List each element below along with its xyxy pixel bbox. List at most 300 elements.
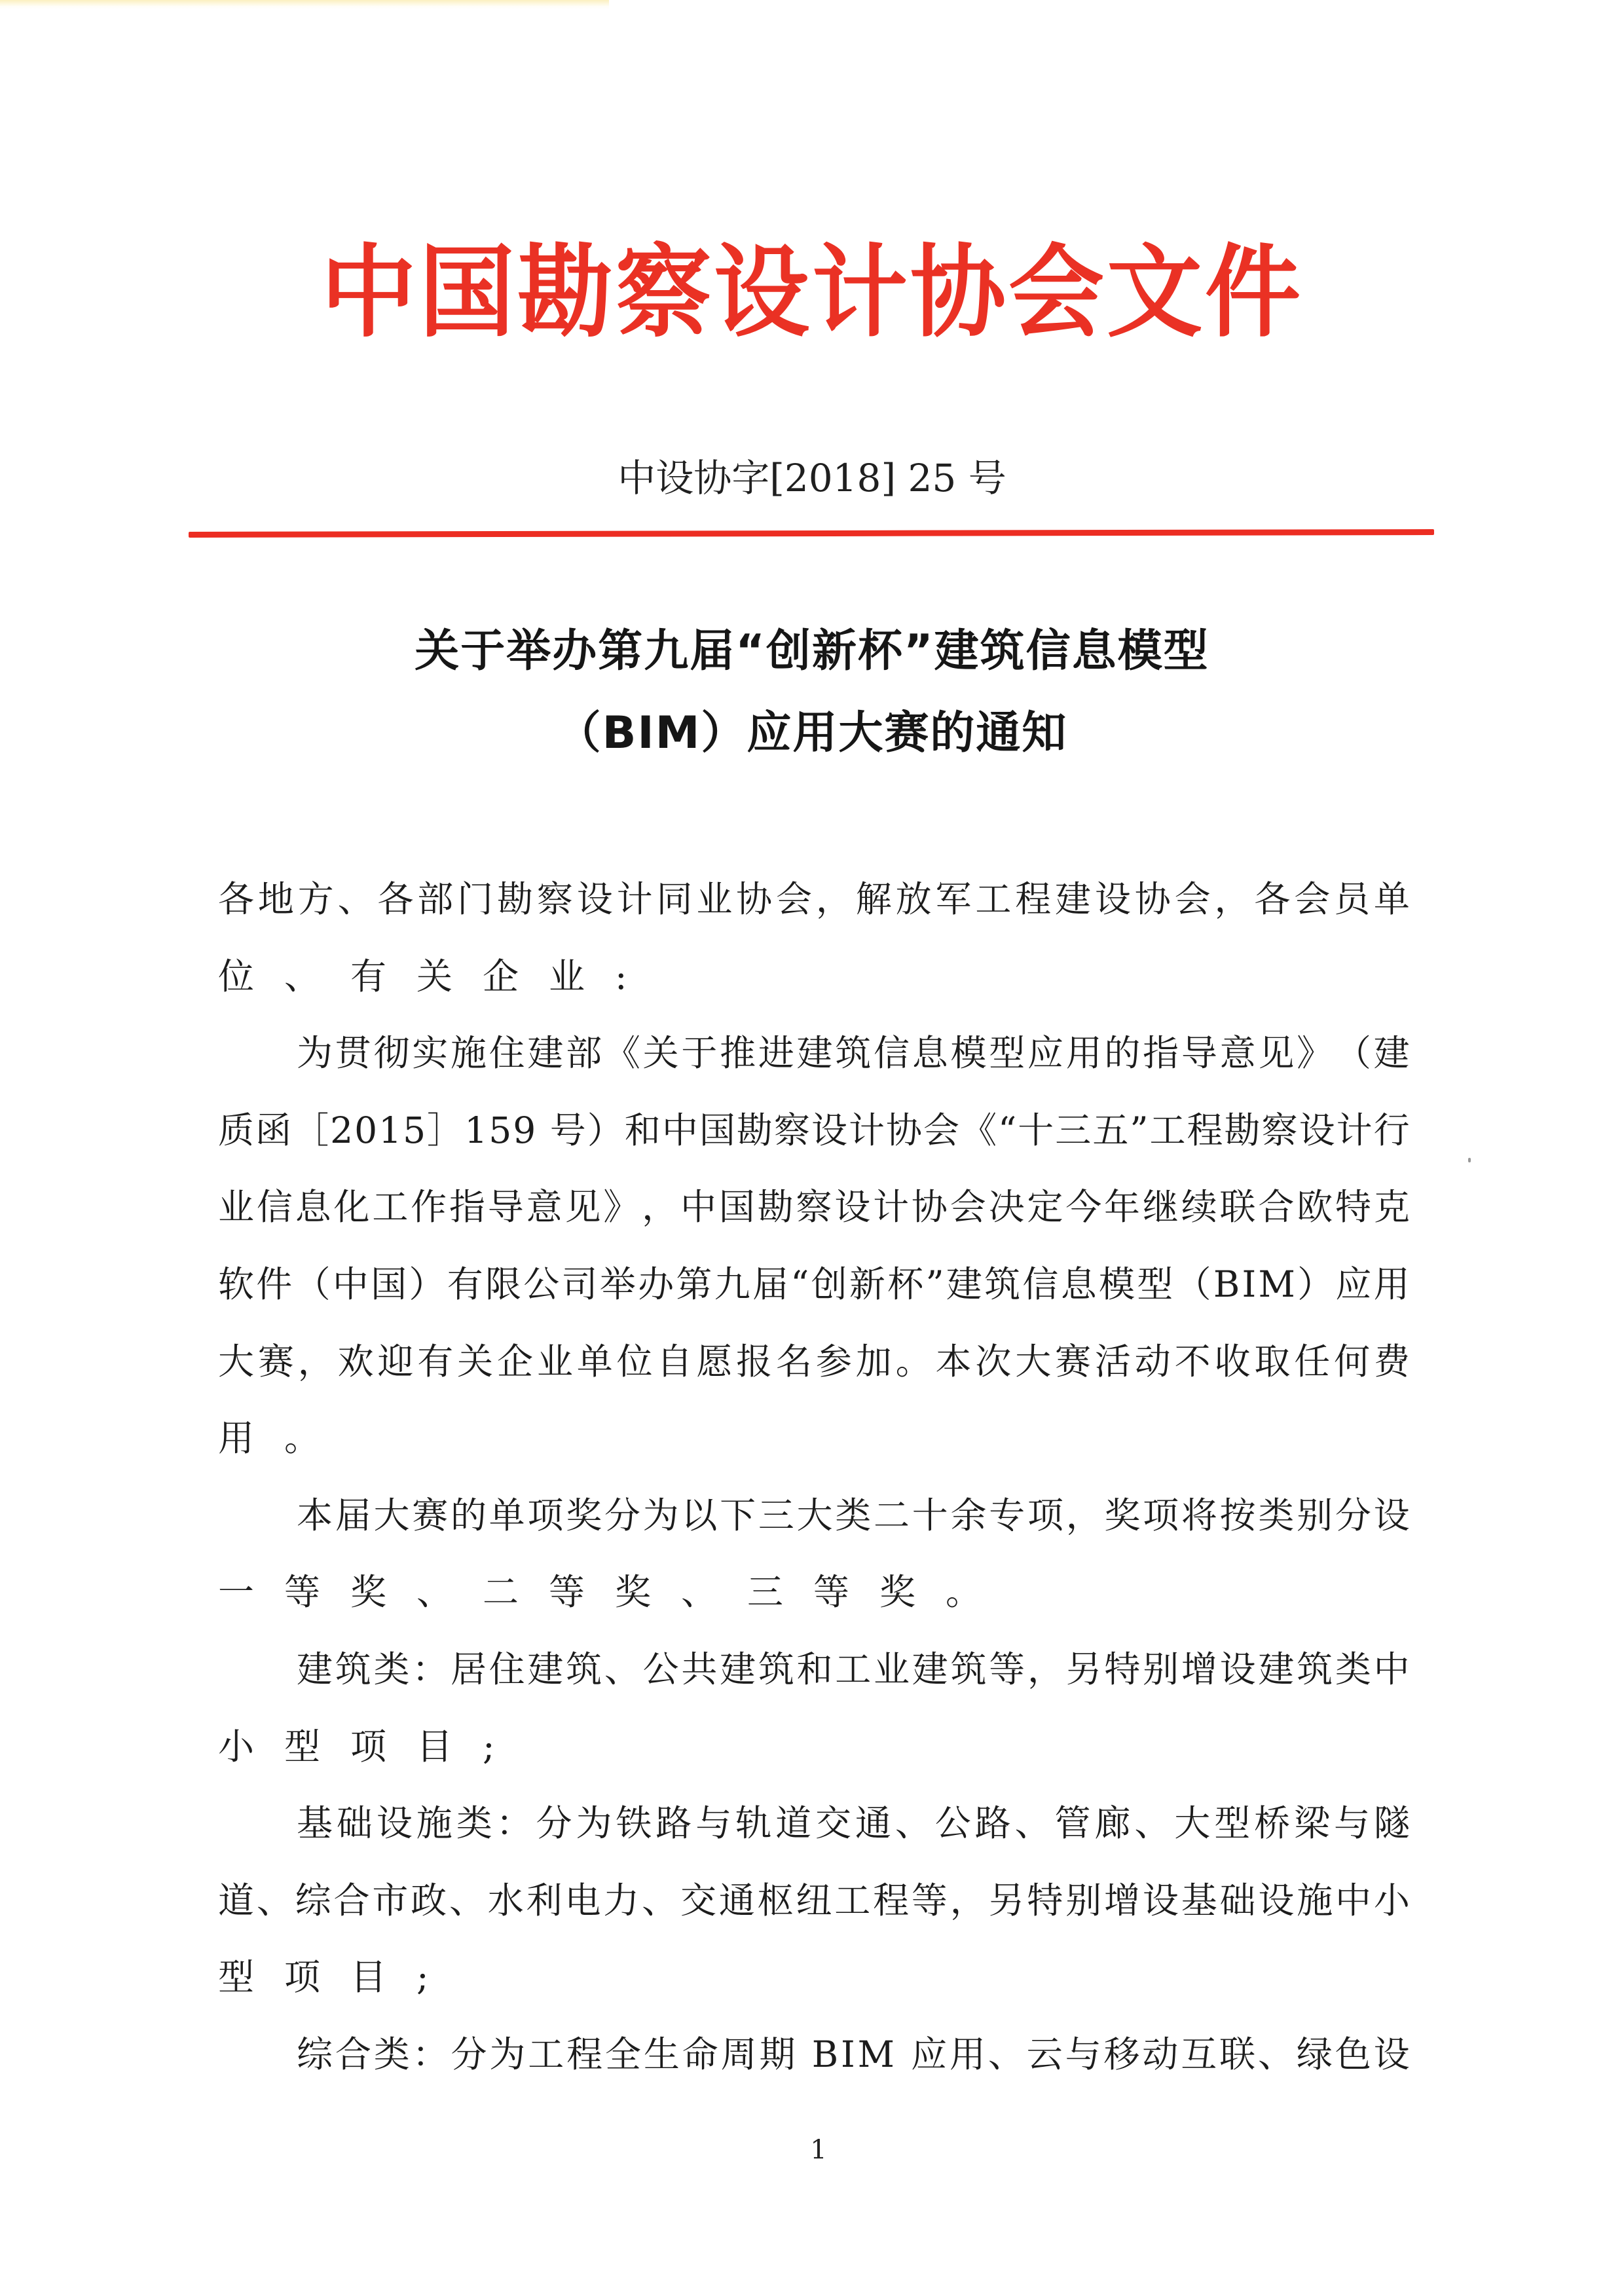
body-glyph: 交: [680, 1879, 716, 1921]
body-glyph: 9: [513, 1109, 536, 1151]
body-glyph: 中: [332, 1263, 369, 1305]
body-glyph: 军: [935, 878, 972, 920]
body-text-line: 小型项目;: [218, 1726, 525, 1768]
body-glyph: 次: [975, 1341, 1012, 1382]
body-glyph: 合: [335, 2033, 371, 2075]
body-glyph: 定: [1027, 1186, 1063, 1228]
body-glyph: 1: [378, 1109, 402, 1151]
body-glyph: 特: [1027, 1879, 1063, 1921]
body-glyph: 十: [912, 1494, 948, 1536]
body-glyph: 有: [447, 1263, 483, 1305]
body-glyph: 、: [1258, 2033, 1295, 2075]
body-glyph: 九: [714, 1263, 750, 1305]
body-glyph: 下: [720, 1494, 756, 1536]
body-glyph: 程: [1015, 878, 1052, 920]
body-glyph: 。: [895, 1341, 932, 1382]
body-glyph: 增: [1181, 1648, 1217, 1690]
body-glyph: 分: [451, 2033, 487, 2075]
body-glyph: 勘: [497, 878, 534, 920]
body-glyph: （: [294, 1263, 331, 1305]
body-glyph: 用: [1065, 1032, 1102, 1074]
body-glyph: 交: [815, 1802, 851, 1844]
body-glyph: 见: [1258, 1032, 1295, 1074]
body-glyph: 合: [1258, 1186, 1295, 1228]
body-glyph: 等: [911, 1879, 948, 1921]
body-glyph: 移: [1103, 2033, 1140, 2075]
body-glyph: 指: [1143, 1032, 1179, 1074]
body-glyph: 行: [1373, 1109, 1410, 1151]
body-glyph: 另: [988, 1879, 1025, 1921]
body-glyph: 、: [604, 1648, 640, 1690]
body-glyph: 各: [1254, 878, 1291, 920]
body-glyph: 克: [1373, 1186, 1410, 1228]
body-glyph: ，: [815, 878, 852, 920]
body-glyph: 协: [736, 878, 773, 920]
body-glyph: 类: [835, 1494, 872, 1536]
document-number: 中设协字[2018] 25 号: [618, 456, 1006, 500]
body-glyph: 桥: [1254, 1802, 1291, 1844]
body-glyph: 联: [1219, 1186, 1256, 1228]
body-glyph: 会: [776, 878, 813, 920]
body-glyph: 将: [1181, 1494, 1217, 1536]
body-glyph: 报: [736, 1341, 773, 1382]
body-glyph: 放: [895, 878, 932, 920]
body-glyph: 类: [373, 2033, 410, 2075]
body-glyph: ”: [925, 1263, 944, 1305]
body-glyph: 居: [450, 1648, 487, 1690]
body-glyph: 迎: [377, 1341, 414, 1382]
body-glyph: 国: [371, 1263, 407, 1305]
body-glyph: 设: [1219, 1648, 1256, 1690]
body-glyph: 互: [1181, 2033, 1217, 2075]
body-glyph: I: [1242, 1263, 1257, 1305]
body-glyph: 建: [297, 1648, 333, 1690]
body-glyph: ［: [293, 1109, 329, 1151]
body-glyph: 计: [616, 878, 653, 920]
body-glyph: 今: [1065, 1186, 1102, 1228]
body-glyph: 位: [616, 1341, 653, 1382]
body-glyph: ）: [1297, 1263, 1334, 1305]
body-glyph: 《: [604, 1032, 640, 1074]
body-glyph: 类: [1258, 1494, 1295, 1536]
body-glyph: 欢: [337, 1341, 374, 1382]
notice-title-line-2: （BIM）应用大赛的通知: [556, 707, 1068, 759]
body-glyph: 云: [1026, 2033, 1063, 2075]
body-glyph: 创: [811, 1263, 847, 1305]
body-glyph: 应: [1027, 1032, 1063, 1074]
body-glyph: 推: [720, 1032, 756, 1074]
body-glyph: [537, 1104, 548, 1157]
body-glyph: 住: [489, 1648, 525, 1690]
body-glyph: 余: [950, 1494, 987, 1536]
body-glyph: 特: [1335, 1186, 1372, 1228]
body-glyph: 举: [599, 1263, 636, 1305]
body-glyph: M: [1258, 1263, 1295, 1305]
body-glyph: 软: [218, 1263, 255, 1305]
body-glyph: 门: [457, 878, 494, 920]
body-glyph: 察: [1261, 1109, 1298, 1151]
body-glyph: 通: [855, 1802, 891, 1844]
body-glyph: I: [841, 2033, 855, 2075]
body-glyph: 杯: [887, 1263, 924, 1305]
body-glyph: ）: [409, 1263, 445, 1305]
body-glyph: 赛: [1055, 1341, 1092, 1382]
body-glyph: 办: [638, 1263, 674, 1305]
body-glyph: 程: [873, 1879, 910, 1921]
body-glyph: 增: [1104, 1879, 1141, 1921]
body-glyph: 导: [487, 1186, 524, 1228]
body-glyph: 力: [603, 1879, 640, 1921]
body-glyph: ，: [297, 1341, 334, 1382]
body-glyph: 通: [718, 1879, 755, 1921]
body-glyph: 建: [796, 1032, 833, 1074]
body-glyph: 名: [776, 1341, 813, 1382]
body-glyph: 5: [403, 1109, 426, 1151]
body-glyph: B: [811, 2033, 839, 2075]
body-glyph: 大: [1174, 1802, 1211, 1844]
body-text-line: 用。: [218, 1417, 351, 1459]
body-glyph: 息: [912, 1032, 948, 1074]
body-glyph: 电: [564, 1879, 601, 1921]
body-glyph: 以: [681, 1494, 718, 1536]
body-glyph: 本: [297, 1494, 333, 1536]
body-glyph: 中: [1373, 1648, 1410, 1690]
body-glyph: 关: [642, 1032, 679, 1074]
body-glyph: 筑: [984, 1263, 1021, 1305]
body-glyph: 筑: [758, 1648, 794, 1690]
scan-speck: [1468, 1158, 1471, 1162]
body-glyph: 特: [1104, 1648, 1141, 1690]
body-glyph: 届: [335, 1494, 371, 1536]
body-glyph: 利: [526, 1879, 563, 1921]
body-glyph: 决: [988, 1186, 1025, 1228]
body-glyph: 公: [934, 1802, 971, 1844]
body-glyph: 市: [372, 1879, 409, 1921]
body-glyph: 业: [218, 1186, 255, 1228]
body-glyph: 小: [1373, 1879, 1410, 1921]
body-glyph: 建: [527, 1032, 564, 1074]
body-glyph: 命: [682, 2033, 718, 2075]
body-glyph: 协: [1134, 878, 1171, 920]
body-glyph: 模: [950, 1032, 987, 1074]
body-glyph: 进: [758, 1032, 794, 1074]
body-glyph: 奖: [566, 1494, 602, 1536]
body-glyph: 、: [256, 1879, 293, 1921]
body-glyph: 路: [974, 1802, 1011, 1844]
body-glyph: ，: [1027, 1648, 1063, 1690]
body-glyph: ，: [1065, 1494, 1102, 1536]
body-glyph: 解: [855, 878, 892, 920]
body-glyph: 应: [1335, 1263, 1372, 1305]
body-glyph: 期: [759, 2033, 796, 2075]
body-text-line: 型项目;: [218, 1956, 459, 1998]
body-glyph: 届: [752, 1263, 788, 1305]
body-glyph: ：: [496, 1802, 532, 1844]
body-glyph: 号: [549, 1109, 586, 1151]
body-glyph: 员: [1334, 878, 1371, 920]
body-glyph: ：: [412, 2033, 449, 2075]
body-glyph: 业: [536, 1341, 573, 1382]
body-glyph: 各: [218, 878, 255, 920]
body-glyph: 5: [489, 1109, 512, 1151]
body-glyph: 奖: [1104, 1494, 1141, 1536]
body-glyph: 费: [1373, 1341, 1410, 1382]
body-glyph: ：: [412, 1648, 449, 1690]
body-glyph: 别: [1065, 1879, 1102, 1921]
body-glyph: 信: [256, 1186, 293, 1228]
body-glyph: 设: [376, 1802, 413, 1844]
body-glyph: 二: [874, 1494, 910, 1536]
body-glyph: 业: [696, 878, 733, 920]
body-glyph: 中: [1335, 1879, 1372, 1921]
body-glyph: 类: [373, 1648, 410, 1690]
body-glyph: 2: [330, 1109, 354, 1151]
body-glyph: ”: [1130, 1109, 1149, 1151]
body-glyph: 活: [1094, 1341, 1131, 1382]
body-glyph: 不: [1174, 1341, 1211, 1382]
body-glyph: 、: [642, 1879, 678, 1921]
body-glyph: 础: [336, 1802, 373, 1844]
body-text-line: 位、有关企业:: [218, 955, 657, 997]
body-glyph: 筑: [835, 1032, 872, 1074]
body-glyph: 建: [946, 1263, 982, 1305]
body-glyph: 设: [1258, 1879, 1295, 1921]
body-glyph: 察: [796, 1186, 832, 1228]
body-glyph: 协: [911, 1186, 948, 1228]
body-glyph: 模: [1098, 1263, 1135, 1305]
body-glyph: 建: [1373, 1032, 1410, 1074]
body-glyph: 铁: [616, 1802, 652, 1844]
body-glyph: 基: [297, 1802, 333, 1844]
body-glyph: 彻: [373, 1032, 410, 1074]
body-glyph: 管: [1054, 1802, 1091, 1844]
body-glyph: ，: [950, 1879, 986, 1921]
body-glyph: 、: [895, 1802, 931, 1844]
body-glyph: 工: [835, 1648, 872, 1690]
body-glyph: “: [790, 1263, 809, 1305]
body-glyph: 分: [604, 1494, 640, 1536]
body-text-line: [297, 1797, 1410, 1849]
body-glyph: 住: [489, 1032, 525, 1074]
body-text-line: [218, 1104, 1410, 1157]
body-glyph: ，: [642, 1186, 678, 1228]
scan-artifact-top-edge: [0, 0, 609, 9]
body-glyph: 型: [989, 1032, 1025, 1074]
body-glyph: 各: [377, 878, 414, 920]
body-glyph: 函: [255, 1109, 292, 1151]
body-glyph: 共: [681, 1648, 718, 1690]
body-glyph: 公: [523, 1263, 560, 1305]
body-glyph: 任: [1294, 1341, 1331, 1382]
body-glyph: 动: [1142, 2033, 1179, 2075]
body-glyph: 和: [624, 1109, 661, 1151]
body-glyph: 计: [873, 1186, 910, 1228]
body-glyph: [897, 2028, 908, 2081]
body-glyph: 1: [464, 1109, 488, 1151]
body-glyph: 实: [412, 1032, 449, 1074]
body-glyph: 设: [1299, 1109, 1335, 1151]
body-text-line: [218, 1181, 1410, 1233]
body-glyph: 业: [874, 1648, 910, 1690]
body-glyph: 等: [989, 1648, 1025, 1690]
body-glyph: 专: [989, 1494, 1025, 1536]
body-glyph: 中: [680, 1186, 716, 1228]
body-glyph: 意: [1219, 1032, 1256, 1074]
body-glyph: 件: [256, 1263, 293, 1305]
body-glyph: 自: [656, 1341, 693, 1382]
body-glyph: 于: [681, 1032, 718, 1074]
body-glyph: 综: [295, 1879, 331, 1921]
body-glyph: 设: [1373, 1494, 1410, 1536]
body-glyph: 0: [354, 1109, 378, 1151]
body-glyph: 础: [1219, 1879, 1256, 1921]
body-text-line: [297, 1027, 1410, 1079]
body-glyph: B: [1213, 1263, 1240, 1305]
body-glyph: 用: [950, 2033, 986, 2075]
body-glyph: 设: [1373, 2033, 1410, 2075]
header-red-divider: [189, 529, 1434, 538]
body-glyph: 地: [257, 878, 294, 920]
body-glyph: 为: [297, 1032, 333, 1074]
body-glyph: 另: [1065, 1648, 1102, 1690]
body-glyph: 大: [1015, 1341, 1052, 1382]
body-glyph: 为: [642, 1494, 679, 1536]
body-glyph: 分: [536, 1802, 572, 1844]
body-glyph: 方: [297, 878, 334, 920]
body-glyph: 项: [1027, 1494, 1063, 1536]
body-glyph: 别: [1143, 1648, 1179, 1690]
body-glyph: 建: [1055, 878, 1092, 920]
body-glyph: 赛: [257, 1341, 294, 1382]
body-glyph: 类: [1335, 1648, 1371, 1690]
body-glyph: 和: [796, 1648, 833, 1690]
body-glyph: 工: [1149, 1109, 1186, 1151]
body-glyph: 分: [1335, 1494, 1371, 1536]
body-glyph: 国: [718, 1186, 755, 1228]
body-text-line: [297, 2028, 1410, 2081]
body-glyph: 、: [1134, 1802, 1171, 1844]
body-glyph: 第: [676, 1263, 712, 1305]
body-glyph: 建: [912, 1648, 948, 1690]
body-glyph: 信: [1022, 1263, 1059, 1305]
body-glyph: 何: [1334, 1341, 1371, 1382]
body-glyph: 施: [1297, 1879, 1333, 1921]
body-glyph: 单: [576, 1341, 613, 1382]
body-glyph: 设: [811, 1109, 847, 1151]
body-glyph: 工: [975, 878, 1012, 920]
body-glyph: 设: [834, 1186, 871, 1228]
body-glyph: 十: [1018, 1109, 1054, 1151]
body-glyph: 建: [1258, 1648, 1295, 1690]
body-glyph: [798, 2028, 809, 2081]
body-text-line: 一等奖、二等奖、三等奖。: [218, 1571, 1012, 1613]
body-glyph: 关: [457, 1341, 494, 1382]
body-glyph: 类: [456, 1802, 492, 1844]
body-glyph: 政: [411, 1879, 447, 1921]
body-glyph: 三: [758, 1494, 794, 1536]
body-glyph: ）: [587, 1109, 623, 1151]
body-glyph: 与: [695, 1802, 732, 1844]
body-glyph: 周: [720, 2033, 757, 2075]
body-text-line: [218, 1874, 1410, 1927]
body-glyph: 国: [699, 1109, 735, 1151]
body-glyph: 程: [566, 2033, 603, 2075]
body-glyph: 基: [1181, 1879, 1217, 1921]
body-text-line: [218, 873, 1410, 925]
body-glyph: 参: [815, 1341, 852, 1382]
body-glyph: 勘: [1224, 1109, 1261, 1151]
body-glyph: 息: [295, 1186, 331, 1228]
body-glyph: 大: [218, 1341, 255, 1382]
body-glyph: 工: [372, 1186, 409, 1228]
body-glyph: 《: [961, 1109, 997, 1151]
body-glyph: 同: [656, 878, 693, 920]
body-glyph: 、: [449, 1879, 485, 1921]
body-glyph: ］: [427, 1109, 464, 1151]
body-glyph: 限: [485, 1263, 521, 1305]
body-glyph: 企: [497, 1341, 534, 1382]
body-glyph: 道: [775, 1802, 812, 1844]
body-text-line: [218, 1335, 1410, 1388]
body-glyph: 施: [416, 1802, 452, 1844]
body-glyph: 动: [1134, 1341, 1171, 1382]
body-glyph: 水: [487, 1879, 524, 1921]
body-glyph: 绿: [1296, 2033, 1333, 2075]
body-glyph: 导: [1181, 1032, 1217, 1074]
body-glyph: 贯: [335, 1032, 371, 1074]
body-glyph: 筑: [1297, 1648, 1333, 1690]
body-glyph: 为: [576, 1802, 612, 1844]
notice-title-line-1: 关于举办第九届“创新杯”建筑信息模型: [415, 625, 1209, 677]
document-header-title: 中国勘察设计协会文件: [321, 234, 1303, 352]
body-glyph: 继: [1142, 1186, 1179, 1228]
body-glyph: 会: [1294, 878, 1331, 920]
body-glyph: 别: [1297, 1494, 1333, 1536]
body-glyph: 全: [605, 2033, 642, 2075]
body-glyph: 续: [1181, 1186, 1217, 1228]
body-glyph: 作: [411, 1186, 447, 1228]
body-glyph: 工: [834, 1879, 871, 1921]
body-glyph: M: [857, 2033, 895, 2075]
body-glyph: 三: [1055, 1109, 1092, 1151]
body-glyph: 应: [911, 2033, 948, 2075]
body-glyph: 工: [528, 2033, 564, 2075]
body-glyph: 察: [773, 1109, 810, 1151]
body-glyph: 司: [561, 1263, 598, 1305]
body-glyph: 加: [855, 1341, 892, 1382]
body-glyph: 梁: [1294, 1802, 1331, 1844]
body-glyph: 计: [848, 1109, 885, 1151]
body-glyph: 部: [566, 1032, 602, 1074]
body-glyph: 枢: [757, 1879, 794, 1921]
body-glyph: 施: [450, 1032, 487, 1074]
body-glyph: 取: [1254, 1341, 1291, 1382]
body-glyph: 建: [720, 1648, 756, 1690]
body-glyph: 中: [661, 1109, 698, 1151]
body-glyph: 》: [1297, 1032, 1333, 1074]
body-text-line: [297, 1489, 1410, 1542]
body-glyph: 型: [1214, 1802, 1251, 1844]
body-glyph: 联: [1219, 2033, 1256, 2075]
body-glyph: ，: [1214, 878, 1251, 920]
body-glyph: 设: [1094, 878, 1131, 920]
body-glyph: 本: [935, 1341, 972, 1382]
body-glyph: 新: [849, 1263, 885, 1305]
body-glyph: 会: [1174, 878, 1211, 920]
body-glyph: 设: [1142, 1879, 1179, 1921]
body-glyph: 化: [333, 1186, 370, 1228]
body-glyph: 协: [886, 1109, 923, 1151]
